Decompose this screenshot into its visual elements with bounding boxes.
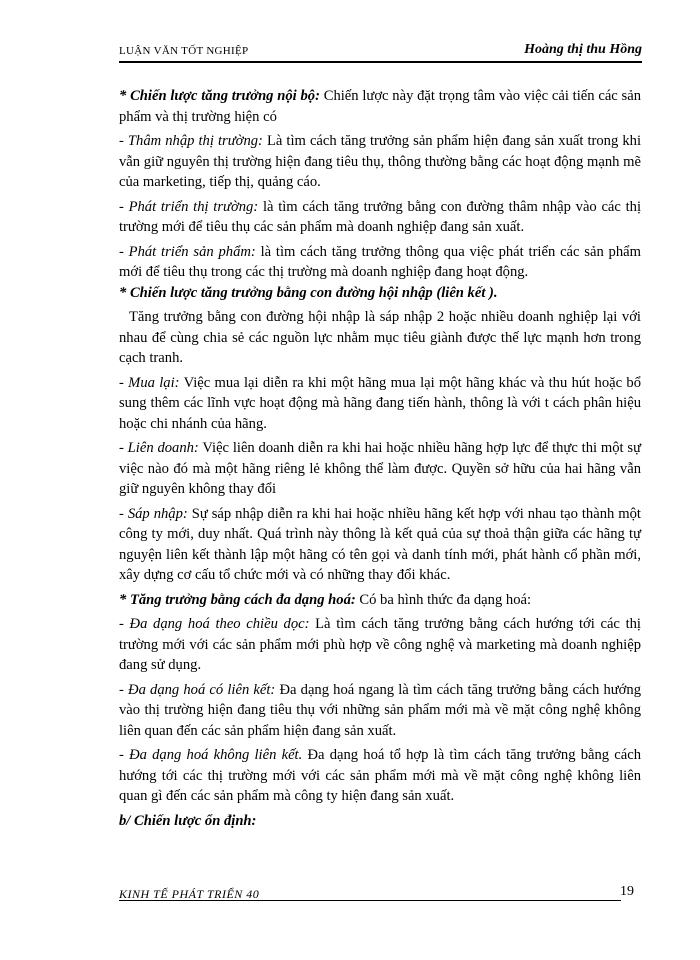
term: - Liên doanh:: [119, 440, 199, 456]
paragraph-acquisition: [119, 373, 641, 435]
header-author-name: Hoàng thị thu Hồng: [524, 42, 642, 57]
section-title: * Chiến lược tăng trưởng nội bộ:: [119, 88, 320, 104]
paragraph-text: Việc liên doanh diễn ra khi hai hoặc nhiều hãng hợp lực để thực thi một sự việc nào đó mà một hãng riêng lẻ không thể làm được. Quyền sở hữu của hai hãng vẫn giữ nguyên không thay đổi: [119, 440, 641, 497]
paragraph-product-development: [119, 242, 641, 283]
section-text: Chiến lược này đặt trọng tâm vào việc cải tiến các sản phẩm và thị trường hiện có: [119, 88, 641, 125]
paragraph-text: Đa dạng hoá ngang là tìm cách tăng trưởng bằng cách hướng vào thị trường hiện đang tiêu thụ với những sản phẩm mới mà về mặt công nghệ không liên quan đến các sản phẩm hiện đang sản xuất.: [119, 681, 641, 739]
section-diversification: [119, 590, 641, 611]
term: - Đa dạng hoá không liên kết.: [119, 747, 303, 763]
section-internal-growth: [119, 86, 641, 127]
paragraph-market-development: [119, 197, 641, 238]
paragraph-text: là tìm cách tăng trưởng bằng con đường thâm nhập vào các thị trường mới để tiêu thụ các sản phẩm mà doanh nghiệp đang sản xuất.: [119, 198, 642, 235]
paragraph-text: Là tìm cách tăng trưởng bằng cách hướng tới các thị trường mới với các sản phẩm mới phù hợp về công nghệ và marketing mà doanh nghiệp đang sử dụng.: [119, 616, 641, 673]
paragraph-text: Đa dạng hoá tổ hợp là tìm cách tăng trưởng bằng cách hướng tới các thị trường mới với các sản phẩm mới mà về mặt công nghệ không liên quan gì đến các sản phẩm mà công ty hiện đang sản xuất.: [119, 747, 642, 804]
term: - Đa dạng hoá theo chiều dọc:: [119, 616, 310, 632]
paragraph-text: là tìm cách tăng trưởng thông qua việc phát triển các sản phẩm mới để tiêu thụ trong các thị trường mà doanh nghiệp đang hoạt động.: [119, 243, 641, 280]
paragraph-related-diversification: [119, 680, 641, 742]
section-title: * Tăng trưởng bằng cách đa dạng hoá:: [119, 591, 356, 608]
term: - Phát triển sản phẩm:: [119, 243, 256, 260]
paragraph-text: Việc mua lại diễn ra khi một hãng mua lại một hãng khác và thu hút hoặc bổ sung thêm các lĩnh vực hoạt động mà hãng đang tiến hành, thông là với t cách phân hiệu hoặc chi nhánh của hãng.: [119, 374, 641, 432]
footer-label: KINH TẾ PHÁT TRIỂN 40: [119, 887, 260, 901]
term: - Mua lại:: [119, 374, 180, 391]
paragraph-text: Sự sáp nhập diễn ra khi hai hoặc nhiều hãng kết hợp với nhau tạo thành một công ty mới, duy nhất. Quá trình này thông là kết quả của sự thoả thận giữa các hãng tự nguyện liên kết thành lập một hãng có tên gọi và danh tính mới, phát hành cổ phần mới, xây dựng cơ cấu tổ chức mới và có những thay đổi khác.: [119, 505, 641, 583]
paragraph-integration: [119, 307, 641, 369]
paragraph-vertical-diversification: [119, 614, 641, 676]
term: - Phát triển thị trường:: [119, 198, 259, 215]
paragraph-market-penetration: [119, 131, 641, 193]
document-body: [119, 86, 641, 835]
section-text: Có ba hình thức đa dạng hoá:: [355, 591, 532, 608]
paragraph-unrelated-diversification: [119, 745, 641, 807]
paragraph-text: Là tìm cách tăng trưởng sản phẩm hiện đang sản xuất trong khi vẫn giữ nguyên thị trường hiện đang tiêu thụ, thông thường bằng các hoạt động mạnh mẽ của marketing, tiếp thị, quảng cáo.: [119, 133, 641, 190]
paragraph-merger: [119, 504, 641, 586]
page-header: [119, 43, 642, 63]
section-title: b/ Chiến lược ổn định:: [119, 812, 257, 829]
page-footer: [119, 886, 642, 906]
term: - Thâm nhập thị trường:: [119, 133, 263, 149]
section-integration-growth: [119, 283, 641, 304]
page-number: 19: [620, 884, 634, 899]
footer-rule: [119, 900, 621, 901]
section-stability-strategy: [119, 811, 641, 832]
section-title: * Chiến lược tăng trưởng bằng con đường hội nhập (liên kết ).: [119, 284, 498, 301]
term: - Đa dạng hoá có liên kết:: [119, 681, 276, 698]
paragraph-text: Tăng trưởng bằng con đường hội nhập là sáp nhập 2 hoặc nhiều doanh nghiệp lại với nhau để cùng chia sẻ các nguồn lực nhằm mục tiêu giành được thế lực mạnh hơn trong cạch tranh.: [119, 309, 641, 366]
paragraph-joint-venture: [119, 438, 641, 500]
term: - Sáp nhập:: [119, 505, 188, 522]
header-thesis-label: LUẬN VĂN TỐT NGHIỆP: [119, 45, 249, 57]
